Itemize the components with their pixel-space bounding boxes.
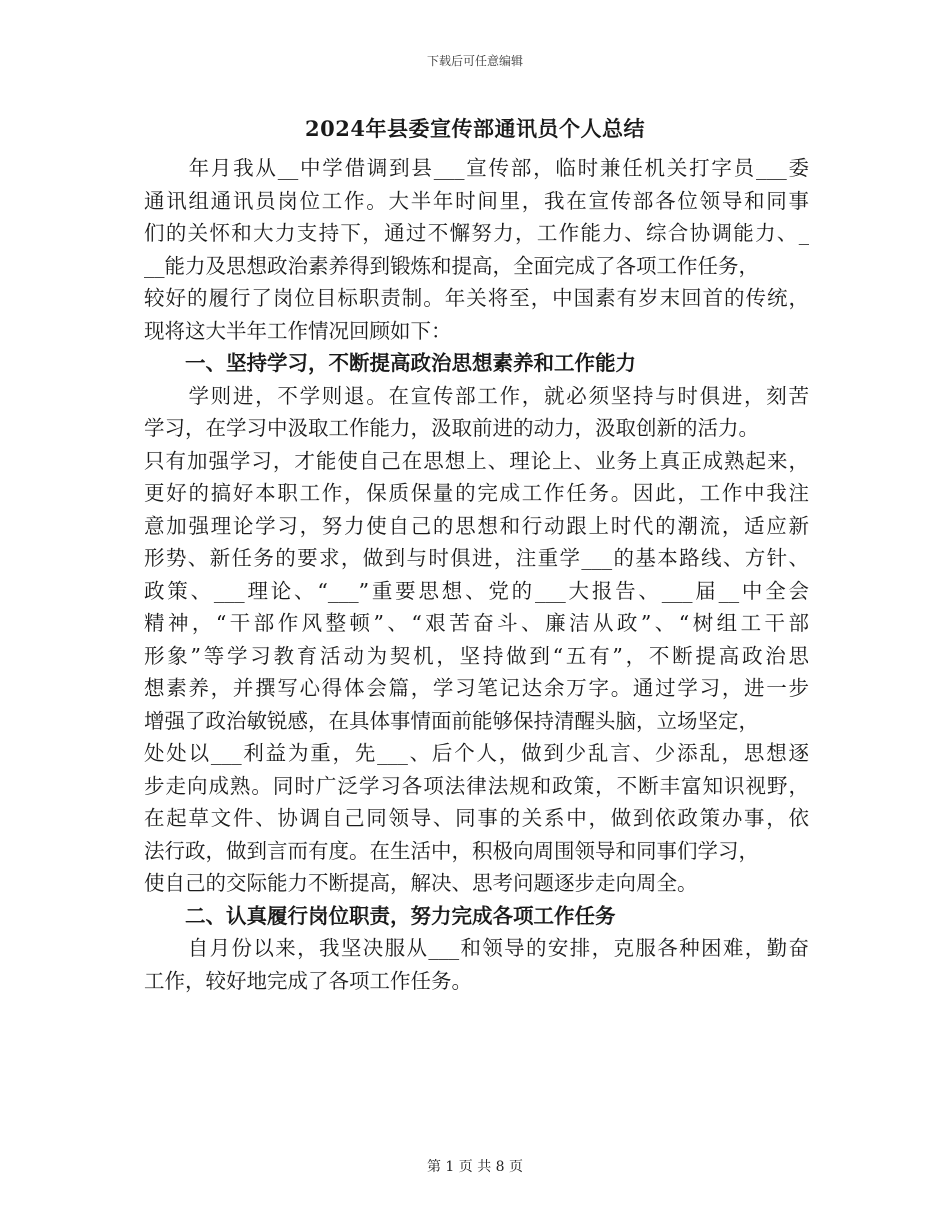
text-line: 较好的履行了岗位目标职责制。年关将至，中国素有岁末回首的传统， — [144, 286, 809, 310]
text-line: 形势、新任务的要求，做到与时俱进，注重学___的基本路线、方针、 — [144, 546, 809, 570]
text-line: 自月份以来，我坚决服从___和领导的安排，克服各种困难，勤奋 — [144, 936, 809, 960]
text-line: 更好的搞好本职工作，保质保量的完成工作任务。因此，工作中我注 — [144, 481, 809, 505]
section-heading: 一、坚持学习，不断提高政治思想素养和工作能力 — [144, 351, 636, 375]
text-line: 年月我从__中学借调到县___宣传部，临时兼任机关打字员___委 — [144, 156, 809, 180]
text-line: 处处以___利益为重，先___、后个人，做到少乱言、少添乱，思想逐 — [144, 741, 809, 765]
text-line: 学习，在学习中汲取工作能力，汲取前进的动力，汲取创新的活力。 — [144, 416, 759, 440]
text-line: 政策、___理论、“___”重要思想、党的___大报告、___届__中全会 — [144, 578, 809, 603]
header-note: 下载后可任意编辑 — [426, 54, 523, 68]
text-line: 工作，较好地完成了各项工作任务。 — [144, 968, 472, 993]
document-body — [144, 152, 809, 997]
text-line: 在起草文件、协调自己同领导、同事的关系中，做到依政策办事，依 — [144, 806, 809, 830]
text-line: 想素养，并撰写心得体会篇，学习笔记达余万字。通过学习，进一步 — [144, 676, 809, 700]
text-line: 增强了政治敏锐感，在具体事情面前能够保持清醒头脑，立场坚定， — [144, 708, 759, 733]
text-line: 现将这大半年工作情况回顾如下： — [144, 318, 452, 343]
page-footer: 第 1 页 共 8 页 — [426, 1159, 524, 1175]
text-line: 学则进，不学则退。在宣传部工作，就必须坚持与时俱进，刻苦 — [144, 383, 809, 408]
text-line: 步走向成熟。同时广泛学习各项法律法规和政策，不断丰富知识视野， — [144, 773, 809, 798]
text-line: 意加强理论学习，努力使自己的思想和行动跟上时代的潮流，适应新 — [144, 513, 809, 538]
document-title: 2024年县委宣传部通讯员个人总结 — [305, 116, 645, 141]
text-line: 精神，“干部作风整顿”、“艰苦奋斗、廉洁从政”、“树组工干部 — [144, 611, 809, 635]
text-line: 使自己的交际能力不断提高，解决、思考问题逐步走向周全。 — [144, 871, 698, 895]
text-line: 通讯组通讯员岗位工作。大半年时间里，我在宣传部各位领导和同事 — [144, 188, 809, 213]
text-line: 法行政，做到言而有度。在生活中，积极向周围领导和同事们学习， — [144, 838, 759, 863]
text-line: __能力及思想政治素养得到锻炼和提高，全面完成了各项工作任务， — [144, 253, 759, 278]
text-line: 只有加强学习，才能使自己在思想上、理论上、业务上真正成熟起来， — [144, 448, 809, 473]
text-line: 形象”等学习教育活动为契机，坚持做到“五有”，不断提高政治思 — [144, 643, 809, 668]
section-heading: 二、认真履行岗位职责，努力完成各项工作任务 — [144, 903, 616, 928]
text-line: 们的关怀和大力支持下，通过不懈努力，工作能力、综合协调能力、_ — [144, 221, 809, 245]
